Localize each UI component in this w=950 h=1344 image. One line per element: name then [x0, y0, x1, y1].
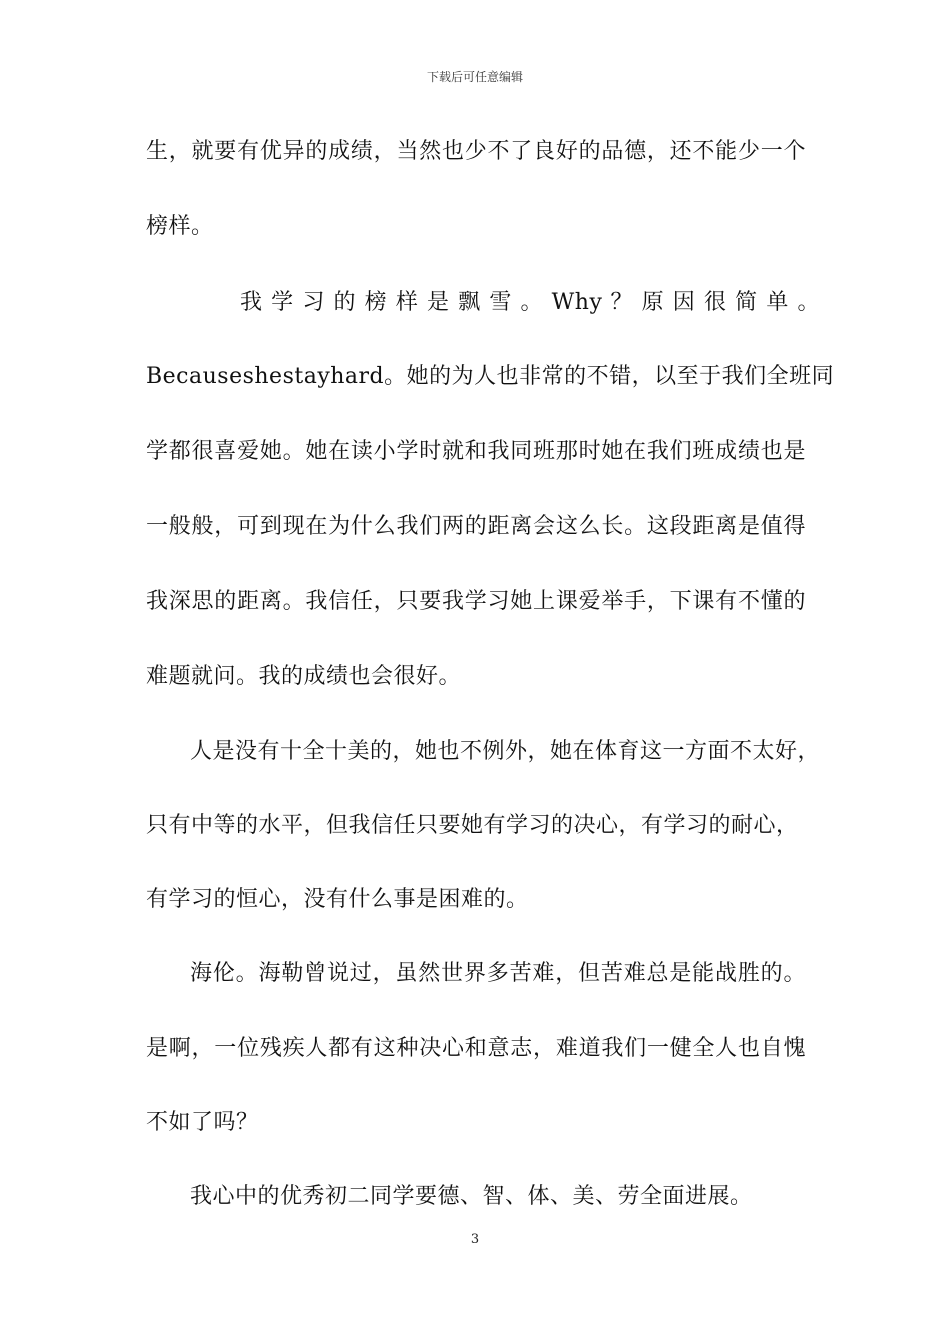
text-line: 榜样。: [146, 214, 214, 239]
text-line: 我深思的距离。我信任，只要我学习她上课爱举手，下课有不懂的: [146, 589, 806, 614]
text-line: 生，就要有优异的成绩，当然也少不了良好的品德，还不能少一个: [146, 139, 806, 164]
text-line: 我心中的优秀初二同学要德、智、体、美、劳全面进展。: [190, 1184, 753, 1209]
text-line: 我 学 习 的 榜 样 是 飘 雪 。 Why ？ 原 因 很 简 单 。: [240, 290, 820, 315]
text-line: 难题就问。我的成绩也会很好。: [146, 664, 462, 689]
text-line: Becauseshestayhard。她的为人也非常的不错，以至于我们全班同: [146, 364, 835, 389]
text-line: 是啊，一位残疾人都有这种决心和意志，难道我们一健全人也自愧: [146, 1036, 806, 1061]
text-line: 人是没有十全十美的，她也不例外，她在体育这一方面不太好，: [190, 739, 821, 764]
page-number: 3: [470, 1232, 480, 1247]
text-line: 海伦。海勒曾说过，虽然世界多苦难，但苦难总是能战胜的。: [190, 961, 806, 986]
text-line: 一般般，可到现在为什么我们两的距离会这么长。这段距离是值得: [146, 514, 806, 539]
text-line: 有学习的恒心，没有什么事是困难的。: [146, 887, 529, 912]
text-line: 学都很喜爱她。她在读小学时就和我同班那时她在我们班成绩也是: [146, 439, 806, 464]
text-line: 不如了吗？: [146, 1110, 259, 1135]
page-header: 下载后可任意编辑: [426, 70, 523, 84]
text-line: 只有中等的水平，但我信任只要她有学习的决心，有学习的耐心，: [146, 813, 799, 838]
